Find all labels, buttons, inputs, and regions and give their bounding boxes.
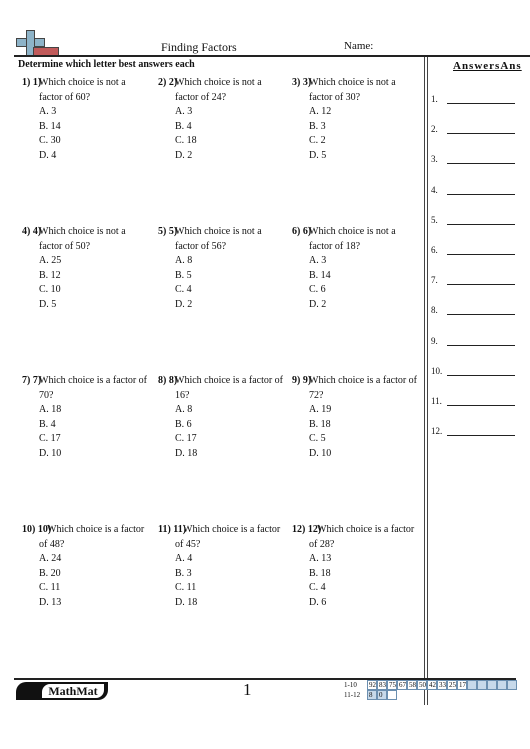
answer-option: C. 4: [309, 582, 326, 594]
answer-number: 5.: [431, 214, 438, 225]
score-value: 67: [399, 681, 406, 689]
answer-option: A. 24: [39, 553, 62, 565]
question-stem: Which choice is a factor of 48?: [39, 524, 145, 550]
answer-option: B. 14: [39, 120, 61, 132]
answer-option: C. 10: [39, 284, 61, 296]
question-number: 7) 7): [22, 375, 42, 386]
score-value: 25: [449, 681, 456, 689]
answer-row: [431, 185, 521, 197]
answer-row: [431, 154, 521, 166]
answer-blank[interactable]: [447, 435, 515, 436]
answer-option: B. 4: [175, 120, 192, 132]
question-number: 11) 11): [158, 524, 187, 535]
name-label: Name:: [344, 40, 374, 52]
answer-option: D. 6: [309, 596, 327, 608]
answer-option: C. 4: [175, 284, 192, 296]
answer-option: C. 11: [39, 582, 61, 594]
answer-number: 3.: [431, 154, 438, 165]
answer-option: A. 18: [39, 404, 62, 416]
answer-option: A. 8: [175, 255, 193, 267]
answer-row: [431, 305, 521, 317]
question-stem: Which choice is not a factor of 30?: [309, 77, 396, 103]
score-value: 83: [379, 681, 386, 689]
answer-option: A. 8: [175, 404, 193, 416]
question-block: [22, 374, 150, 462]
answer-option: D. 13: [39, 596, 62, 608]
page-number: 1: [243, 680, 252, 699]
answer-blank[interactable]: [447, 194, 515, 195]
answer-option: A. 25: [39, 255, 62, 267]
score-row-label: 1-10: [344, 681, 357, 689]
question-block: [22, 523, 150, 611]
question-block: [292, 225, 420, 313]
question-number: 12) 12): [292, 524, 322, 535]
question-stem: Which choice is a factor of 28?: [309, 524, 415, 550]
answer-option: D. 4: [39, 149, 57, 161]
score-value: 50: [419, 681, 426, 689]
answer-option: A. 12: [309, 106, 332, 118]
question-number: 6) 6): [292, 226, 312, 237]
question-stem: Which choice is not a factor of 18?: [309, 226, 396, 252]
question-block: [292, 76, 420, 164]
answer-row: [431, 396, 521, 408]
brand-name: MathMat: [42, 684, 104, 698]
answer-option: D. 10: [39, 447, 62, 459]
answer-option: B. 3: [309, 120, 326, 132]
answer-number: 2.: [431, 124, 438, 135]
answer-option: D. 2: [309, 298, 327, 310]
question-block: [22, 76, 150, 164]
score-value: 33: [439, 681, 446, 689]
answer-option: B. 12: [39, 269, 61, 281]
question-number: 8) 8): [158, 375, 178, 386]
answer-option: B. 6: [175, 418, 192, 430]
answer-option: B. 5: [175, 269, 192, 281]
question-stem: Which choice is a factor of 72?: [309, 375, 418, 401]
answer-option: C. 6: [309, 284, 326, 296]
answer-number: 11.: [431, 396, 442, 406]
answer-blank[interactable]: [447, 375, 515, 376]
question-block: [22, 225, 150, 313]
question-block: [158, 374, 286, 462]
answer-option: D. 2: [175, 298, 193, 310]
score-value: 92: [369, 681, 376, 689]
answer-column-border-left: [424, 57, 425, 705]
answer-blank[interactable]: [447, 345, 515, 346]
question-block: [292, 374, 420, 462]
question-stem: Which choice is not a factor of 50?: [39, 226, 126, 252]
question-block: [158, 225, 286, 313]
answer-option: A. 3: [39, 106, 57, 118]
score-value: 0: [379, 691, 383, 699]
answer-row: [431, 245, 521, 257]
answer-blank[interactable]: [447, 254, 515, 255]
score-cell: [507, 680, 517, 690]
answer-number: 1.: [431, 94, 438, 104]
question-number: 3) 3): [292, 77, 312, 88]
answer-option: C. 5: [309, 433, 326, 445]
answer-number: 8.: [431, 305, 438, 316]
answer-option: D. 5: [39, 298, 57, 310]
answer-row: [431, 94, 521, 106]
answer-row: [431, 215, 521, 227]
answer-option: B. 18: [309, 567, 331, 579]
answer-row: [431, 336, 521, 348]
question-block: [292, 523, 420, 611]
answer-number: 12.: [431, 426, 443, 437]
answer-blank[interactable]: [447, 224, 515, 225]
worksheet-title: Finding Factors: [161, 40, 237, 54]
answer-option: B. 14: [309, 269, 331, 281]
brand-logo: [16, 682, 108, 700]
question-number: 2) 2): [158, 77, 178, 88]
answer-option: C. 30: [39, 135, 61, 147]
question-number: 5) 5): [158, 226, 178, 237]
score-cell: [387, 690, 397, 700]
question-stem: Which choice is not a factor of 56?: [175, 226, 262, 252]
answer-option: A. 3: [175, 106, 193, 118]
answers-heading: AnswersAns: [453, 60, 522, 72]
answer-option: C. 11: [175, 582, 197, 594]
answer-option: C. 17: [39, 433, 61, 445]
answer-option: A. 13: [309, 553, 332, 565]
score-cell: [467, 680, 477, 690]
question-stem: Which choice is a factor of 16?: [175, 375, 284, 401]
answer-number: 4.: [431, 184, 438, 195]
answer-option: D. 18: [175, 447, 198, 459]
answer-blank[interactable]: [447, 103, 515, 104]
score-value: 42: [429, 681, 436, 689]
answer-number: 10.: [431, 365, 443, 376]
score-cell: [497, 680, 507, 690]
question-block: [158, 76, 286, 164]
answer-option: B. 18: [309, 418, 331, 430]
question-stem: Which choice is not a factor of 60?: [39, 77, 126, 103]
answer-option: A. 4: [175, 553, 193, 565]
answer-option: B. 3: [175, 567, 192, 579]
score-row-label: 11-12: [344, 691, 361, 699]
answer-option: A. 19: [309, 404, 332, 416]
score-cell: [487, 680, 497, 690]
answer-column-border-right: [427, 57, 428, 705]
question-number: 4) 4): [22, 226, 42, 237]
answer-option: C. 17: [175, 433, 197, 445]
answer-option: B. 4: [39, 418, 56, 430]
answer-option: D. 2: [175, 149, 193, 161]
question-stem: Which choice is not a factor of 24?: [175, 77, 262, 103]
answer-option: A. 3: [309, 255, 327, 267]
answer-row: [431, 275, 521, 287]
question-number: 1) 1): [22, 77, 42, 88]
question-stem: Which choice is a factor of 45?: [175, 524, 281, 550]
answer-number: 9.: [431, 335, 438, 346]
answer-blank[interactable]: [447, 405, 515, 406]
score-value: 75: [389, 681, 396, 689]
answer-number: 6.: [431, 245, 438, 255]
answer-option: D. 18: [175, 596, 198, 608]
question-block: [158, 523, 286, 611]
score-value: 58: [409, 681, 416, 689]
answer-option: B. 20: [39, 567, 61, 579]
answer-blank[interactable]: [447, 163, 515, 164]
question-stem: Which choice is a factor of 70?: [39, 375, 148, 401]
answer-blank[interactable]: [447, 284, 515, 285]
answer-row: [431, 124, 521, 136]
answer-number: 7.: [431, 275, 438, 286]
answer-blank[interactable]: [447, 314, 515, 315]
question-number: 10) 10): [22, 524, 52, 535]
score-value: 17: [459, 681, 466, 689]
answer-row: [431, 366, 521, 378]
answer-option: D. 10: [309, 447, 332, 459]
answer-option: C. 18: [175, 135, 197, 147]
answer-option: C. 2: [309, 135, 326, 147]
score-cell: [477, 680, 487, 690]
answer-option: D. 5: [309, 149, 327, 161]
instructions: Determine which letter best answers each: [18, 59, 195, 70]
question-number: 9) 9): [292, 375, 312, 386]
answer-row: [431, 426, 521, 438]
score-value: 8: [369, 691, 373, 699]
header-divider: [14, 55, 530, 57]
answer-blank[interactable]: [447, 133, 515, 134]
